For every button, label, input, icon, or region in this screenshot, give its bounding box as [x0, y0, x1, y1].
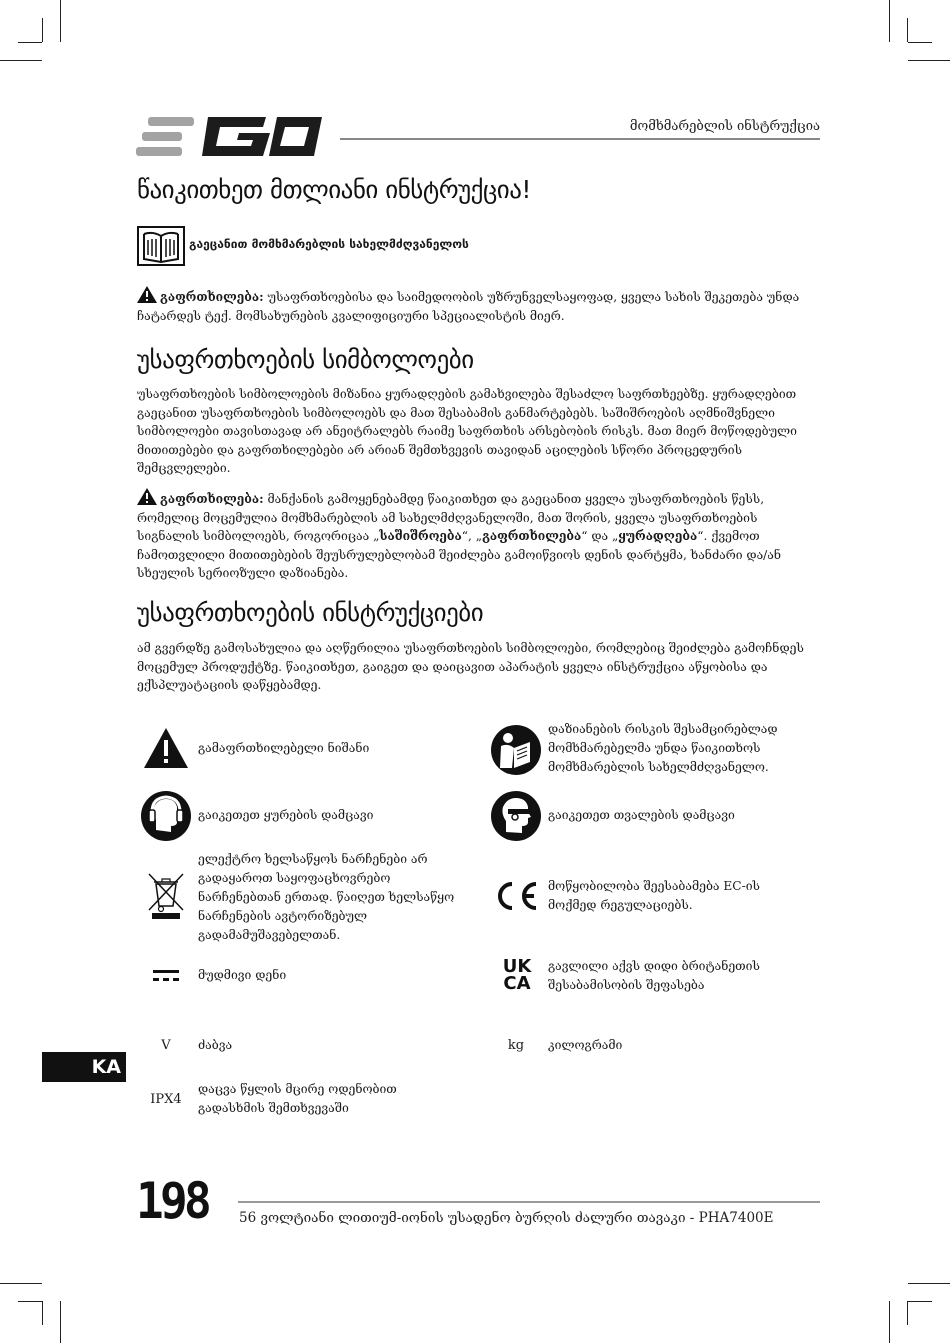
ukca-text: გავლილი აქვს დიდი ბრიტანეთის შესაბამისობის შეფასება	[548, 959, 760, 992]
warning-text: უსაფრთხოებისა და საიმედოობის უზრუნველსაყოფად, ყველა სახის შეკეთება უნდა ჩატარდეს ტექ. მომსახურების კვალიფიციური სპეციალისტის მიერ.	[137, 290, 800, 323]
read-manual-text: დაზიანების რისკის შესამცირებლად მომხმარებელმა უნდა წაიკითხოს მომხმარებლის სახელმძღვანელო.	[548, 722, 778, 774]
ipx4-symbol: IPX4	[150, 1092, 182, 1107]
eye-protection-icon	[490, 790, 542, 842]
kg-symbol: kg	[507, 1038, 525, 1053]
warning-text-2: “. ქვემოთ ჩამოთვლილი მითითებების შეუსრულებლობამ შეიძლება გამოიწვიოს დენის დარტყმა, ხანძარი და/ან სხეულის სერიოზული დაზიანება.	[137, 529, 782, 581]
crop-mark	[908, 1301, 932, 1302]
instructions-paragraph: ამ გვერდზე გამოსახულია და აღწერილია უსაფრთხოების სიმბოლოები, რომლებიც შეიძლება გამოჩნდეს მოცემულ პროდუქტზე. წაიკითხეთ, გაიგეთ და დაიცავით აპარატის ყველა ინსტრუქცია აწყობისა და ექსპლუატაციის დაწყებამდე.	[137, 641, 804, 693]
header-title: მომხმარებლის ინსტრუქცია	[629, 119, 820, 134]
header-rule	[340, 138, 820, 140]
crop-mark	[60, 1301, 61, 1343]
intro-warning	[137, 286, 817, 325]
volt-symbol: V	[161, 1038, 171, 1053]
dc-current-icon	[140, 950, 192, 1002]
ce-mark-icon	[490, 870, 542, 922]
symbols-heading: უსაფრთხოების სიმბოლოები	[137, 345, 474, 374]
crop-mark	[907, 1301, 908, 1325]
read-manual-icon	[490, 724, 542, 776]
crop-mark	[18, 42, 42, 43]
ukca-line-2: CA	[503, 973, 531, 994]
manual-label: გაეცანით მომხმარებლის სახელმძღვანელოს	[189, 237, 469, 251]
eye-protection-text: გაიკეთეთ თვალების დამცავი	[548, 808, 735, 822]
ce-text: მოწყობილობა შეესაბამება EC-ის მოქმედ რეგულაციებს.	[548, 879, 760, 912]
ipx4-text: დაცვა წყლის მცირე ოდენობით გადასხმის შემთხვევაში	[198, 1082, 397, 1115]
warning-label: გაფრთხილება:	[160, 492, 264, 506]
volt-text: ძაბვა	[198, 1038, 233, 1052]
weee-bin-icon	[140, 870, 192, 922]
ukca-mark-icon	[499, 958, 535, 992]
ukca-line-1: UK	[502, 956, 532, 977]
instructions-heading: უსაფრთხოების ინსტრუქციები	[137, 598, 484, 627]
crop-mark	[889, 0, 890, 42]
crop-mark	[889, 1301, 890, 1343]
warning-label: გაფრთხილება:	[160, 290, 264, 304]
warning-triangle-icon	[137, 286, 157, 303]
warning-sign-icon	[140, 724, 192, 776]
warning-sign-text: გამაფრთხილებელი ნიშანი	[198, 741, 370, 755]
weee-text: ელექტრო ხელსაწყოს ნარჩენები არ გადაყაროთ საყოფაცხოვრებო ნარჩენებთან ერთად. წაიღეთ ხელსაწყო ნარჩენების ავტორიზებულ გადამამუშავებელთან.	[198, 852, 455, 942]
warning-text-1: მანქანის გამოყენებამდე წაიკითხეთ და გაეცანით ყველა უსაფრთხოების წესს, რომელიც მოცემულია მომხმარებლის ამ სახელმძღვანელოში, მათ შორის, ყველა უსაფრთხოების სიგნალის სიმბოლოებს, როგორიცაა „	[137, 492, 765, 544]
ego-logo	[136, 115, 322, 159]
symbols-paragraph: უსაფრთხოების სიმბოლოების მიზანია ყურადღების გამახვილება შესაძლო საფრთხეებზე. ყურადღებით გაეცანით უსაფრთხოების სიმბოლოებს და მათ შესაბამის განმარტებებს. საშიშროების აღმნიშვნელი სიმბოლოები თავისთავად არ ანეიტრალებს რაიმე საფრთხის არსებობის რისკს. მათ მიერ მოწოდებული მითითებები და გაფრთხილებები არ არიან შემთხვევის თავიდან აცილების სწორი პროცედურის შემცვლელები.	[137, 387, 797, 476]
page-number: 198	[136, 1172, 209, 1230]
manual-book-icon	[137, 226, 185, 266]
crop-mark	[0, 1283, 42, 1284]
crop-mark	[42, 1301, 43, 1325]
warning-triangle-icon	[137, 488, 157, 505]
dc-text: მუდმივი დენი	[198, 968, 287, 982]
crop-mark	[908, 42, 932, 43]
crop-mark	[60, 0, 61, 42]
ear-protection-icon	[140, 790, 192, 842]
term-warning: გაფრთხილება	[482, 529, 582, 544]
separator: “, „	[461, 529, 483, 544]
intro-heading: წაიკითხეთ მთლიანი ინსტრუქცია!	[137, 175, 531, 204]
crop-mark	[908, 60, 950, 61]
kg-text: კილოგრამი	[548, 1038, 623, 1052]
crop-mark	[42, 18, 43, 42]
term-danger: საშიშროება	[379, 529, 462, 544]
ear-protection-text: გაიკეთეთ ყურების დამცავი	[198, 808, 374, 822]
crop-mark	[907, 18, 908, 42]
crop-mark	[0, 60, 42, 61]
crop-mark	[908, 1283, 950, 1284]
separator: “ და „	[581, 529, 619, 544]
footer-rule	[238, 1201, 820, 1203]
symbols-warning	[137, 488, 817, 583]
term-caution: ყურადღება	[618, 529, 698, 544]
language-tab: KA	[42, 1052, 126, 1082]
crop-mark	[18, 1301, 42, 1302]
footer-text: 56 ვოლტიანი ლითიუმ-იონის უსადენო ბურღის ძალური თავაკი - PHA7400E	[239, 1210, 774, 1226]
